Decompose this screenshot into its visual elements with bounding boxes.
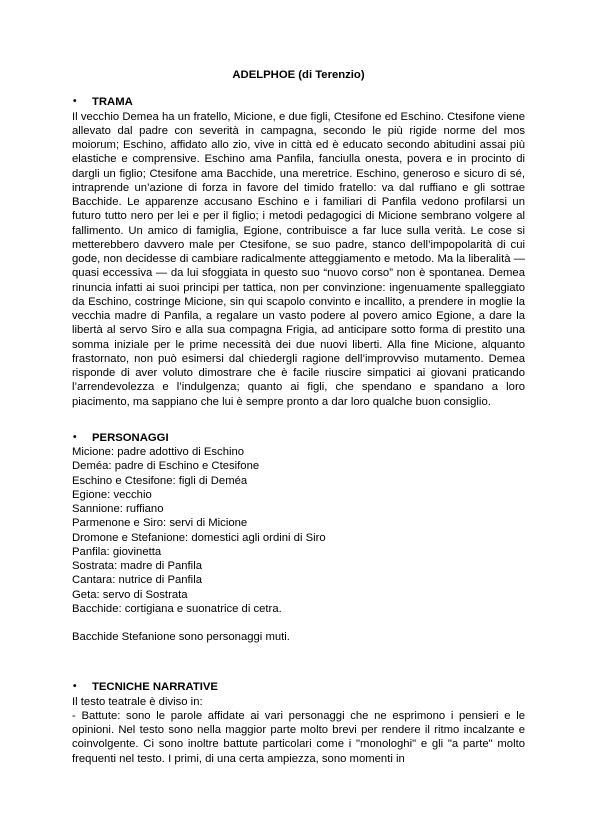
list-item: Parmenone e Siro: servi di Micione <box>72 517 248 530</box>
personaggi-note: Bacchide Stefanione sono personaggi muti. <box>72 631 290 643</box>
list-item: Bacchide: cortigiana e suonatrice di cetra. <box>72 602 282 615</box>
tecniche-paragraph: - Battute: sono le parole affidate ai vari personaggi che ne esprimono i pensieri e le opinioni. Nel testo sono nella maggior parte molto brevi per rendere il ritmo incalzante e coinvolgente. Ci sono inoltre battute particolari come i "monologhi" e gli "a parte" molto frequenti nel testo. I primi, di una certa ampiezza, sono momenti in <box>72 709 525 765</box>
section-spacer <box>72 666 525 680</box>
list-item: Dromone e Stefanione: domestici agli ordini di Siro <box>72 531 326 544</box>
bullet-icon: • <box>73 681 77 693</box>
tecniche-intro: Il testo teatrale è diviso in: <box>72 695 203 708</box>
list-item: Sannione: ruffiano <box>72 503 164 515</box>
trama-paragraph: Il vecchio Demea ha un fratello, Micione, e due figli, Ctesifone ed Eschino. Ctesifone viene allevato dal padre con severità in campagna, secondo le più rigide norme del mos moiorum; Eschino, affidato allo zio, vive in città ed è educato secondo abitudini assai più elastiche e comprensive. Eschino ama Panfila, fanciulla onesta, povera e in procinto di dargli un figlio; Ctesifone ama Bacchide, una meretrice. Eschino, generoso e sicuro di sé, intraprende un’azione di forza in favore del timido fratello: va dal ruffiano e gli sottrae Bacchide. Le apparenze accusano Eschino e i familiari di Panfila vedono profilarsi un futuro tutto nero per lei e per il figlio; i metodi pedagogici di Micione sembrano volgere al fallimento. Un amico di famiglia, Egione, contribuisce a far luce sulla verità. Le cose si metterebbero davvero male per Ctesifone, se suo padre, stanco dell’impopolarità di cui gode, non decidesse di cambiare radicalmente atteggiamento e metodo. Ma la liberalità —quasi eccessiva — da lui sfoggiata in questo suo “nuovo corso” non è spontanea. Demea rinuncia infatti ai suoi principi per tattica, non per convinzione: ingenuamente spalleggiato da Eschino, costringe Micione, sin qui scapolo convinto e incallito, a prendere in moglie la vecchia madre di Panfila, a regalare un vasto podere al povero amico Egione, a dare la libertà al servo Siro e alla sua compagna Frigia, ad anticipare sotto forma di prestito una somma iniziale per le prime necessità dei due nuovi liberti. Alla fine Micione, alquanto frastornato, non può esimersi dal chiedergli ragione dell’improvviso mutamento. Demea risponde di aver voluto dimostrare che è facile riuscire simpatici ai giovani praticando l’arrendevolezza e l’indulgenza; quanto ai figli, che spendano e spandano a loro piacimento, ma sappiano che lui è sempre pronto a dar loro qualche buon consiglio. <box>72 110 525 408</box>
bullet-icon: • <box>73 431 77 443</box>
list-item: Micione: padre adottivo di Eschino <box>72 446 245 458</box>
section-heading-label: TECNICHE NARRATIVE <box>92 681 218 694</box>
section-spacer <box>72 409 525 431</box>
paragraph-spacer <box>72 616 525 630</box>
list-item: Deméa: padre di Eschino e Ctesifone <box>72 460 260 473</box>
document-title: ADELPHOE (di Terenzio) <box>232 69 365 81</box>
list-item: Panfila: giovinetta <box>72 545 162 558</box>
section-spacer <box>72 644 525 666</box>
document-page <box>72 68 525 766</box>
section-heading-personaggi <box>72 431 525 445</box>
section-heading-label: TRAMA <box>92 96 133 109</box>
list-item: Eschino e Ctesifone: figli di Deméa <box>72 474 248 487</box>
list-item: Sostrata: madre di Panfila <box>72 560 202 572</box>
bullet-icon: • <box>73 96 77 108</box>
list-item: Geta: servo di Sostrata <box>72 588 188 601</box>
section-heading-tecniche <box>72 680 525 694</box>
list-item: Egione: vecchio <box>72 488 152 501</box>
section-heading-label: PERSONAGGI <box>92 431 169 444</box>
section-heading-trama <box>72 95 525 109</box>
characters-list <box>72 445 525 616</box>
list-item: Cantara: nutrice di Panfila <box>72 574 202 587</box>
